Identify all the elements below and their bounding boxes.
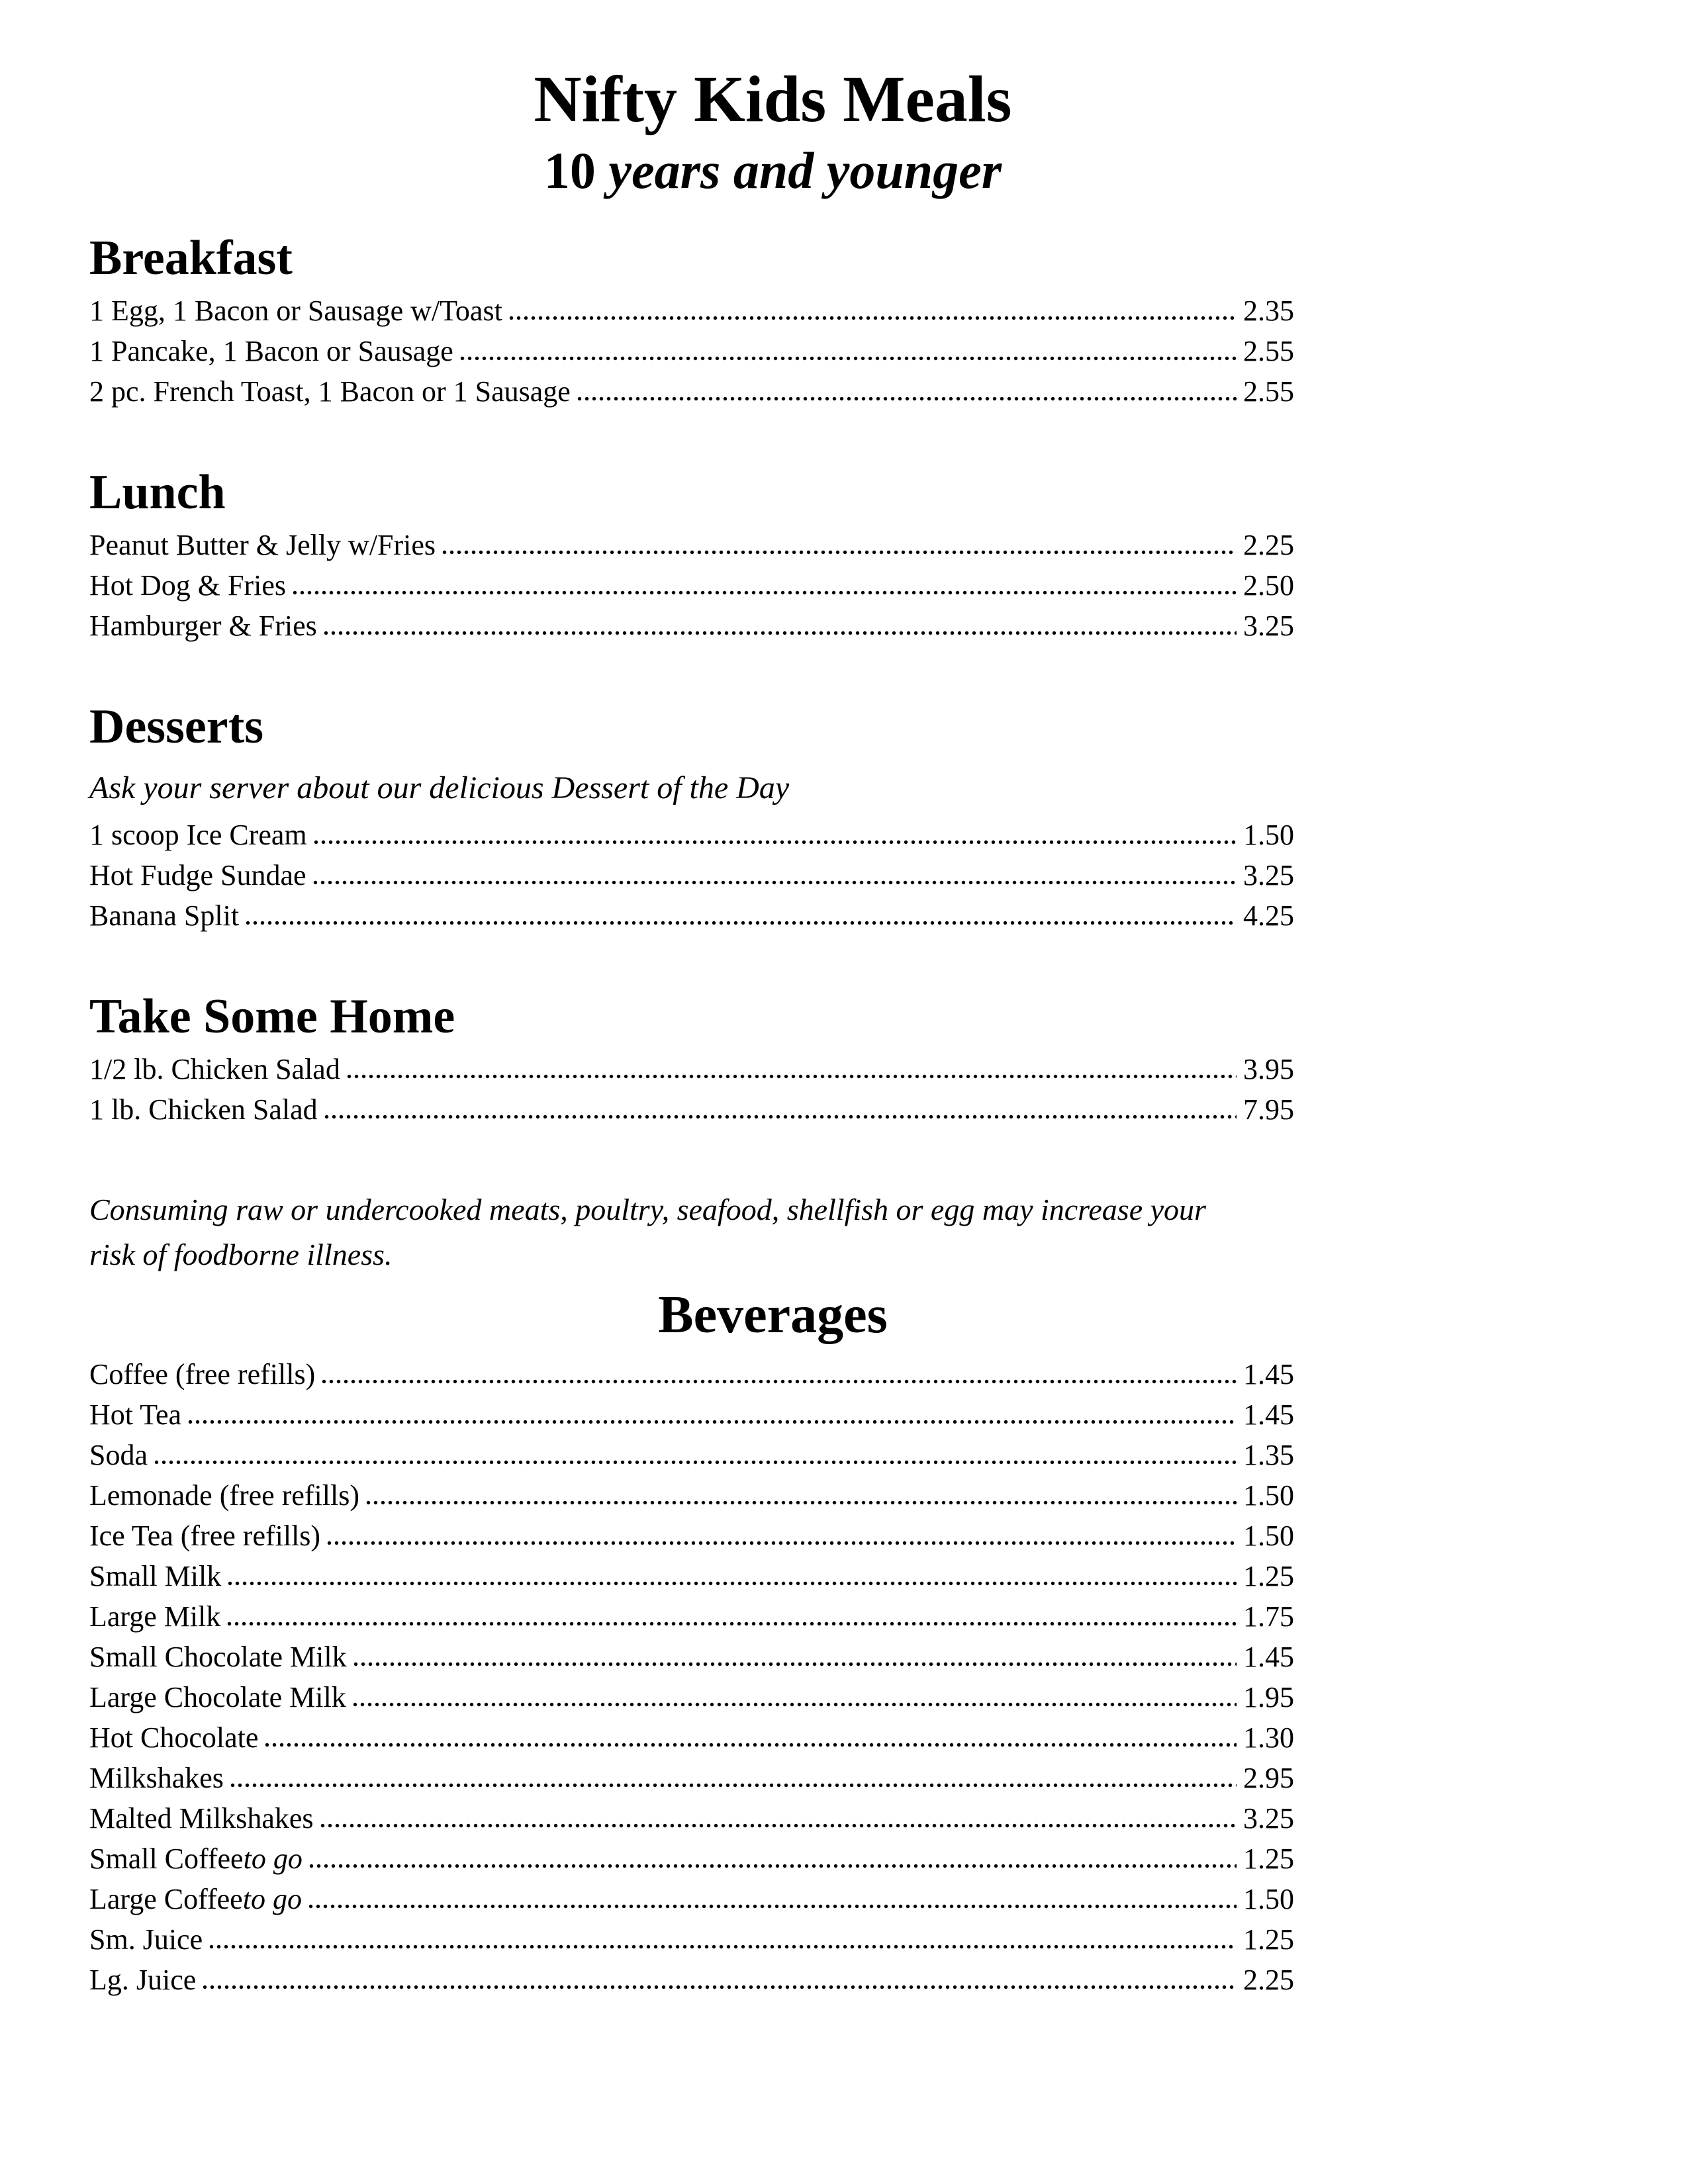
menu-item-row — [89, 1357, 1294, 1398]
dot-leader — [320, 1823, 1237, 1828]
item-price: 1.35 — [1243, 1439, 1294, 1471]
menu-sections-top — [89, 227, 1456, 1133]
menu-item-row — [89, 1600, 1294, 1640]
dot-leader — [347, 1074, 1237, 1079]
menu-body — [89, 227, 1456, 2003]
disclaimer-line-1: Consuming raw or undercooked meats, poultry, seafood, shellfish or egg may increase your — [89, 1193, 1206, 1226]
item-price: 3.95 — [1243, 1053, 1294, 1085]
menu-item-row — [89, 1398, 1294, 1438]
item-name: Small Chocolate Milk — [89, 1641, 347, 1673]
subtitle-age-number: 10 — [543, 142, 596, 199]
section-heading-breakfast: Breakfast — [89, 231, 293, 285]
menu-item-row — [89, 569, 1294, 609]
menu-sections-bottom — [89, 1277, 1456, 2003]
dot-leader — [228, 1581, 1237, 1586]
disclaimer-line-2: risk of foodborne illness. — [89, 1238, 393, 1271]
item-name: Ice Tea (free refills) — [89, 1520, 321, 1552]
item-name: Hamburger & Fries — [89, 610, 317, 642]
menu-item-row — [89, 1963, 1294, 2003]
menu-item-row — [89, 1052, 1294, 1093]
section-heading-take-some-home: Take Some Home — [89, 989, 455, 1044]
item-name: Hot Chocolate — [89, 1721, 259, 1754]
menu-list — [89, 1357, 1456, 2003]
dot-leader — [188, 1420, 1237, 1424]
item-name: 1 Pancake, 1 Bacon or Sausage — [89, 335, 453, 367]
item-price: 2.25 — [1243, 1964, 1294, 1996]
item-price: 4.25 — [1243, 899, 1294, 932]
dot-leader — [460, 356, 1237, 361]
menu-item-row — [89, 334, 1294, 375]
item-price: 1.45 — [1243, 1641, 1294, 1673]
menu-section — [89, 461, 1456, 649]
menu-item-row — [89, 1519, 1294, 1559]
dot-leader — [509, 316, 1237, 320]
item-price: 2.50 — [1243, 569, 1294, 602]
menu-section — [89, 227, 1456, 415]
menu-item-row — [89, 375, 1294, 415]
menu-section — [89, 985, 1456, 1133]
menu-list — [89, 294, 1456, 415]
menu-item-row — [89, 1479, 1294, 1519]
dot-leader — [313, 880, 1237, 885]
item-name: Lg. Juice — [89, 1964, 197, 1996]
item-price: 2.25 — [1243, 529, 1294, 561]
item-price: 2.95 — [1243, 1762, 1294, 1794]
item-name: Peanut Butter & Jelly w/Fries — [89, 529, 436, 561]
item-price: 1.95 — [1243, 1681, 1294, 1713]
dot-leader — [227, 1621, 1237, 1626]
item-price: 1.45 — [1243, 1358, 1294, 1390]
dot-leader — [308, 1904, 1237, 1909]
item-name: Soda — [89, 1439, 148, 1471]
item-price: 3.25 — [1243, 859, 1294, 891]
item-price: 1.50 — [1243, 1520, 1294, 1552]
item-price: 1.45 — [1243, 1398, 1294, 1431]
item-price: 7.95 — [1243, 1093, 1294, 1126]
item-name: Milkshakes — [89, 1762, 224, 1794]
dot-leader — [265, 1743, 1237, 1747]
menu-item-row — [89, 1923, 1294, 1963]
item-price: 1.30 — [1243, 1721, 1294, 1754]
item-price: 1.75 — [1243, 1600, 1294, 1633]
item-price: 1.50 — [1243, 1883, 1294, 1915]
dot-leader — [154, 1460, 1237, 1465]
menu-section — [89, 696, 1456, 939]
dot-leader — [322, 1379, 1237, 1384]
dot-leader — [442, 550, 1237, 555]
dot-leader — [314, 840, 1237, 844]
item-price: 3.25 — [1243, 610, 1294, 642]
item-name: Large Milk — [89, 1600, 221, 1633]
health-disclaimer — [89, 1187, 1456, 1277]
menu-item-row — [89, 1842, 1294, 1882]
menu-item-row — [89, 1801, 1294, 1842]
menu-header — [89, 0, 1456, 201]
item-name: Banana Split — [89, 899, 240, 932]
dot-leader — [293, 590, 1237, 595]
item-name: Large Chocolate Milk — [89, 1681, 346, 1713]
item-name: Malted Milkshakes — [89, 1802, 314, 1835]
item-price: 1.25 — [1243, 1843, 1294, 1875]
item-name: 1 scoop Ice Cream — [89, 819, 307, 851]
menu-item-row — [89, 818, 1294, 858]
item-price: 2.35 — [1243, 295, 1294, 327]
subtitle-age-qualifier: years and younger — [595, 142, 1002, 199]
dot-leader — [309, 1864, 1237, 1868]
menu-item-row — [89, 1559, 1294, 1600]
item-name-italic: to go — [242, 1883, 302, 1915]
menu-subtitle — [89, 141, 1456, 201]
item-price: 1.25 — [1243, 1560, 1294, 1592]
dot-leader — [324, 1115, 1237, 1119]
item-price: 2.55 — [1243, 335, 1294, 367]
dot-leader — [366, 1500, 1237, 1505]
item-price: 2.55 — [1243, 375, 1294, 408]
section-heading-lunch: Lunch — [89, 465, 226, 520]
item-name: 2 pc. French Toast, 1 Bacon or 1 Sausage — [89, 375, 571, 408]
item-name: Hot Tea — [89, 1398, 182, 1431]
dot-leader — [324, 631, 1237, 635]
section-heading-desserts: Desserts — [89, 700, 264, 754]
dot-leader — [327, 1541, 1237, 1545]
item-name: Sm. Juice — [89, 1923, 203, 1956]
dot-leader — [230, 1783, 1237, 1788]
dot-leader — [353, 1702, 1237, 1707]
menu-item-row — [89, 294, 1294, 334]
menu-item-row — [89, 1093, 1294, 1133]
menu-item-row — [89, 1680, 1294, 1721]
dot-leader — [246, 921, 1237, 925]
item-price: 3.25 — [1243, 1802, 1294, 1835]
item-name-italic: to go — [243, 1843, 303, 1875]
dot-leader — [353, 1662, 1237, 1666]
menu-list — [89, 818, 1456, 939]
menu-item-row — [89, 1721, 1294, 1761]
item-name: Hot Dog & Fries — [89, 569, 286, 602]
dot-leader — [203, 1985, 1237, 1989]
menu-item-row — [89, 528, 1294, 569]
menu-item-row — [89, 858, 1294, 899]
menu-item-row — [89, 1761, 1294, 1801]
menu-item-row — [89, 1640, 1294, 1680]
item-price: 1.50 — [1243, 819, 1294, 851]
menu-item-row — [89, 1882, 1294, 1923]
item-name: Coffee (free refills) — [89, 1358, 316, 1390]
menu-item-row — [89, 899, 1294, 939]
item-name: Lemonade (free refills) — [89, 1479, 359, 1512]
item-price: 1.25 — [1243, 1923, 1294, 1956]
item-name: 1 Egg, 1 Bacon or Sausage w/Toast — [89, 295, 502, 327]
dot-leader — [577, 396, 1237, 401]
menu-item-row — [89, 609, 1294, 649]
section-note: Ask your server about our delicious Dessert of the Day — [89, 770, 790, 805]
menu-section — [89, 1277, 1456, 2003]
item-name: Hot Fudge Sundae — [89, 859, 306, 891]
menu-content — [89, 0, 1456, 2003]
dot-leader — [209, 1944, 1237, 1949]
item-name: 1/2 lb. Chicken Salad — [89, 1053, 340, 1085]
section-heading-beverages: Beverages — [658, 1286, 888, 1344]
item-name: Small Coffee — [89, 1843, 244, 1875]
item-name: Small Milk — [89, 1560, 222, 1592]
item-name: Large Coffee — [89, 1883, 243, 1915]
menu-list — [89, 1052, 1456, 1133]
item-price: 1.50 — [1243, 1479, 1294, 1512]
item-name: 1 lb. Chicken Salad — [89, 1093, 318, 1126]
menu-item-row — [89, 1438, 1294, 1479]
menu-title: Nifty Kids Meals — [534, 62, 1012, 136]
menu-list — [89, 528, 1456, 649]
